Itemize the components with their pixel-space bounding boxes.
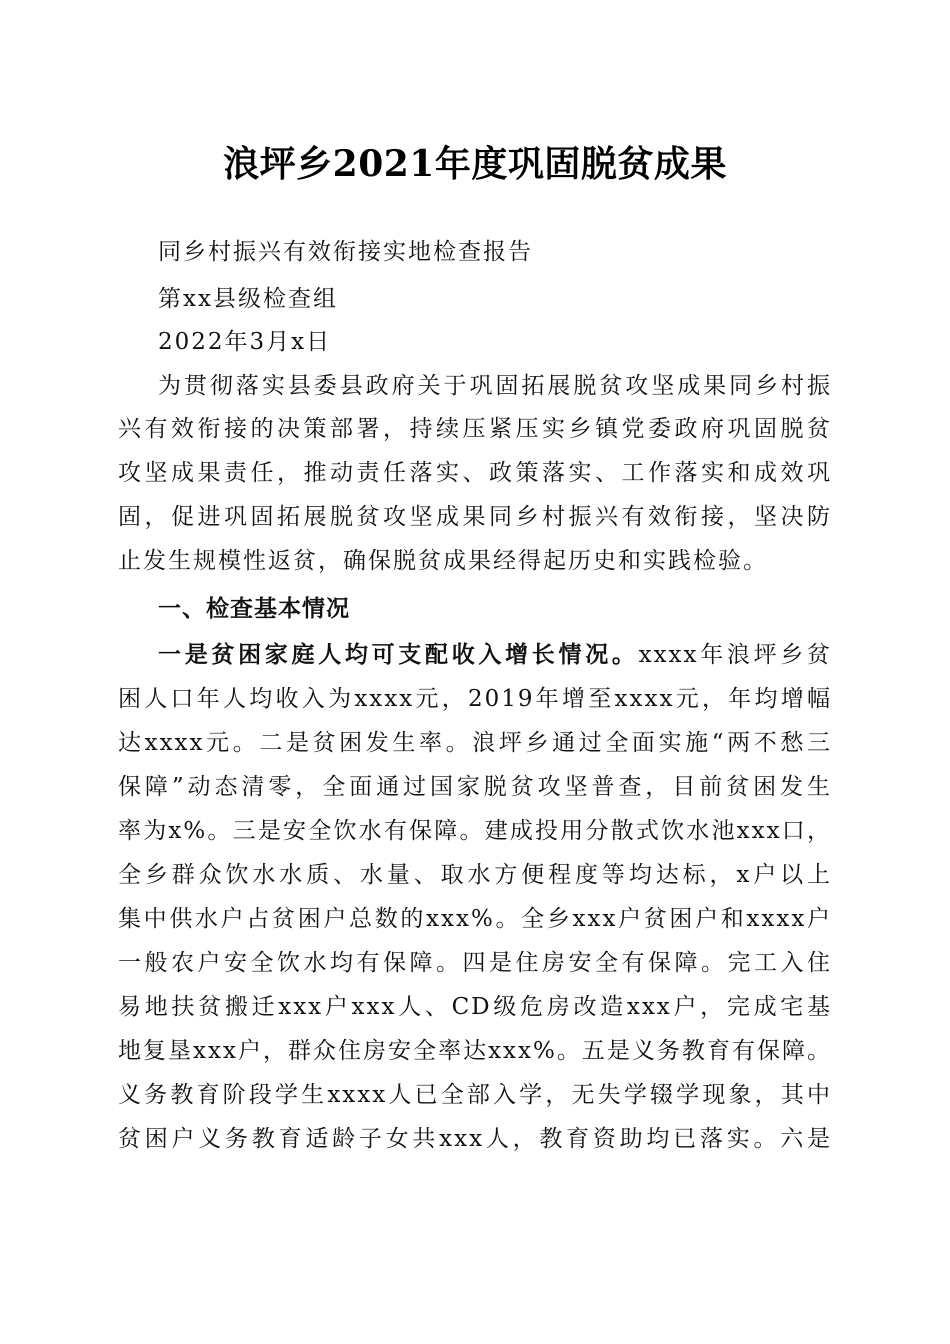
body-line: 集中供水户占贫困户总数的xxx%。全乡xxx户贫困户和xxxx户 bbox=[118, 906, 832, 932]
body-line: 保障”动态清零，全面通过国家脱贫攻坚普查，目前贫困发生 bbox=[118, 774, 832, 800]
intro-line: 固，促进巩固拓展脱贫攻坚成果同乡村振兴有效衔接，坚决防 bbox=[118, 504, 832, 530]
document-title: 浪坪乡2021年度巩固脱贫成果 bbox=[223, 143, 727, 185]
section-heading: 一、检查基本情况 bbox=[158, 596, 350, 622]
meta-line: 同乡村振兴有效衔接实地检查报告 bbox=[158, 239, 533, 265]
intro-line: 攻坚成果责任，推动责任落实、政策落实、工作落实和成效巩 bbox=[118, 460, 832, 486]
body-line: 困人口年人均收入为xxxx元，2019年增至xxxx元，年均增幅 bbox=[118, 686, 832, 712]
intro-line: 止发生规模性返贫，确保脱贫成果经得起历史和实践检验。 bbox=[118, 548, 768, 574]
section-lead-rest: xxxx年浪坪乡贫 bbox=[638, 642, 832, 668]
section-lead-line bbox=[158, 640, 832, 670]
body-line: 义务教育阶段学生xxxx人已全部入学，无失学辍学现象，其中 bbox=[118, 1082, 832, 1108]
intro-line: 兴有效衔接的决策部署，持续压紧压实乡镇党委政府巩固脱贫 bbox=[118, 416, 832, 442]
intro-line: 为贯彻落实县委县政府关于巩固拓展脱贫攻坚成果同乡村振 bbox=[158, 373, 832, 399]
meta-line: 第xx县级检查组 bbox=[158, 286, 338, 312]
body-line: 地复垦xxx户，群众住房安全率达xxx%。五是义务教育有保障。 bbox=[118, 1038, 832, 1064]
meta-line: 2022年3月x日 bbox=[158, 329, 332, 355]
body-line: 贫困户义务教育适龄子女共xxx人，教育资助均已落实。六是 bbox=[118, 1126, 832, 1152]
body-line: 达xxxx元。二是贫困发生率。浪坪乡通过全面实施“两不愁三 bbox=[118, 730, 832, 756]
body-line: 率为x%。三是安全饮水有保障。建成投用分散式饮水池xxx口， bbox=[118, 818, 832, 844]
body-line: 全乡群众饮水水质、水量、取水方便程度等均达标，x户以上 bbox=[118, 862, 832, 888]
body-line: 易地扶贫搬迁xxx户xxx人、CD级危房改造xxx户，完成宅基 bbox=[118, 994, 832, 1020]
section-lead: 一是贫困家庭人均可支配收入增长情况。 bbox=[158, 641, 639, 668]
body-line: 一般农户安全饮水均有保障。四是住房安全有保障。完工入住 bbox=[118, 950, 832, 976]
